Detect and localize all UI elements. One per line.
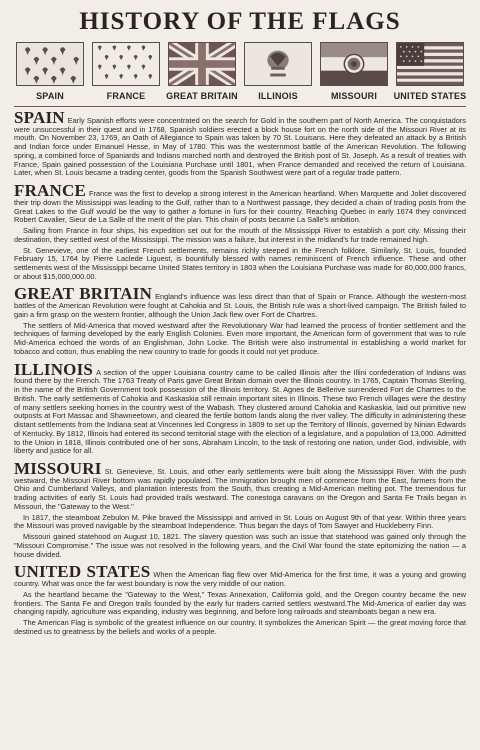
flag-label-spain: SPAIN [36, 91, 64, 101]
section-france-paragraph-3: St. Genevieve, one of the earliest French settlements, remains richly steeped in the French folklore. Similarly, St. Louis, founded February 15, 1764 by Pierre Laclede Liguest, is bountifully blessed with names reminiscent of French influence. These and other settlements west of the Mississippi became United States territory in 1803 when the Louisiana Purchase was made for 80,000,000 francs, or about $15,000,000.00. [14, 245, 466, 281]
stars-and-stripes-flag-icon [396, 42, 464, 86]
section-illinois-text: A section of the upper Louisiana country came to be called Illinois after the Illini confederation of Indians was found there by the French. The 1763 Treaty of Paris gave Great Britain domain over the Illinois country. In 1765, Captain Thomas Sterling, in the name of the British Government took possession of the Illinois territory. St. Agnes de Bellerive surrendered Fort de Chartres to the British. The early settlements of Cahokia and Kaskaskia still remain important sites in Illinois. These two French villages were the destiny of many settlers seeking homes in the country west of the Wabash. They clustered around Cahokia and Kaskaskia, laid out primitive new outposts at Fort Massac and Shawneetown, and cleared the fertile bottom lands along the river valley. The difficulty in administering these distant settlements from the Indiana seat at Vincennes led Congress in 1809 to set up the Territory of Illinois, governed by Ninian Edwards of Kentucky. By 1812, Illinois had entered its second territorial stage with the election of a legislature, and a population of 13,000. Admitted to the Union in 1818, Illinois contributed one of her sons, Abraham Lincoln, to the task of restoring one nation, under God, indivisible, with liberty and justice for all. [14, 367, 466, 456]
section-united-states-heading: UNITED STATES [14, 562, 151, 582]
flag-label-great-britain: GREAT BRITAIN [166, 91, 238, 101]
flag-spain [15, 42, 85, 101]
flag-label-france: FRANCE [106, 91, 146, 101]
section-illinois-paragraph [14, 359, 466, 456]
section-france-paragraph-1 [14, 181, 466, 225]
section-spain-heading: SPAIN [14, 108, 65, 127]
section-missouri-heading: MISSOURI [14, 458, 102, 478]
section-united-states [14, 562, 466, 636]
section-missouri-text-1: St. Genevieve, St. Louis, and other early settlements were built along the Mississippi River. With the push westward, the Missouri River bottom was rapidly populated. The immigration brought men of commerce from the East, farmers from the Ohio and Cumberland Valleys, and plantation interests from the South, thus creating a Mid-American melting pot. The tremendous fur trading activities of early St. Louis had provided trails westward. The conestoga caravans on the Oregon and Santa Fe Trails began in Missouri, the "Gateway to the West." [14, 466, 466, 511]
flags-row [15, 42, 465, 101]
section-france [14, 181, 466, 281]
illinois-seal-flag-icon [244, 42, 312, 86]
section-missouri [14, 458, 466, 559]
section-great-britain-paragraph-1 [14, 284, 467, 319]
union-jack-flag-icon [168, 42, 236, 86]
flag-label-missouri: MISSOURI [330, 91, 378, 101]
section-missouri-paragraph-2: In 1817, the steamboat Zebulon M. Pike braved the Mississippi and arrived in St. Louis on August 9th of that year. Within three years the Missouri was proved navigable by the steamboat Independence. Thus began the days of Tom Sawyer and Huckleberry Finn. [14, 512, 466, 531]
section-spain-text: Early Spanish efforts were concentrated on the search for Gold in the southern part of North America. The conquistadors were unsuccessful in their quest and in 1768, Spanish soldiers erected a block house fort on the north side of the Missouri River at its mouth. On November 23, 1769, an Oath of Allegiance to Spain was taken by 70 St. Louisans. Here they defeated an attack by a British and Indian force under Emanuel Hesse, in May of 1780. This was the westernmost battle of the American Revolution. The following spring, a combined force of Spaniards and Indians marched north and destroyed the British post of St. Joseph. As a result of treaties with France, Spain gained possession of the Louisiana Purchase until 1801, when France demanded and received the return of Louisiana. Later, when St. Louis became a trading center, goods from the Spanish Southwest were part of a regular trade pattern. [14, 116, 466, 178]
spain-fleur-de-lis-flag-icon [16, 42, 84, 86]
section-great-britain [14, 284, 467, 356]
section-missouri-paragraph-1 [14, 458, 466, 512]
section-france-paragraph-2: Sailing from France in four ships, his expedition set out for the mouth of the Mississippi River to establish a port city. Missing their destination, they settled west of the Mississippi. The mission was a failure, but interest in the midland's fur trade remained high. [14, 226, 466, 244]
flag-united-states [395, 42, 465, 101]
section-united-states-paragraph-2: As the heartland became the "Gateway to the West," Texas Annexation, California gold, and the Oregon country became the new frontiers. The Santa Fe and Oregon trails founded by the early fur traders carried settlers westward.The Mid-America of earlier day was changing rapidly, agriculture was expanding, industry was beginning, and before long railroads and steamboats began a new era. [14, 589, 466, 617]
section-france-text-1: France was the first to develop a strong interest in the American heartland. When Marquette and Joliet discovered their trip down the Mississippi was leading to the Gulf, rather than to a Northwest passage, they decided a chain of trading posts from the Great Lakes to the Gulf would be the way to gather a fortune in furs for their country. Reaching Quebec in early 1674 they convinced Robert Cavalier, Sieur de La Salle of the merit of the plan. This chain of posts became La Salle's ambition. [14, 189, 466, 225]
divider [14, 106, 466, 107]
section-illinois [14, 359, 466, 456]
page-title: HISTORY OF THE FLAGS [79, 8, 401, 35]
section-great-britain-paragraph-2: The settlers of Mid-America that moved westward after the Revolutionary War had learned the process of frontier settlement and the techniques of farming developed by the early English Colonies. Even more important, the American form of government that was to rule Mid-America echoed the words of an Englishman, John Locke. The British were also instrumental in establishing a world market for tobacco and cotton, thus enabling the new country to trade for goods it could not yet produce. [14, 320, 466, 356]
missouri-seal-flag-icon [320, 42, 388, 86]
flag-great-britain [167, 42, 237, 101]
flag-label-illinois: ILLINOIS [258, 91, 298, 101]
section-missouri-paragraph-3: Missouri gained statehood on August 10, 1821. The slavery question was such an issue that statehood was gained only through the "Missouri Compromise." The issue was not resolved in the following years, and the Civil War found the state epitomizing the nation — a house divided. [14, 532, 466, 559]
france-fleur-de-lis-flag-icon [92, 42, 160, 86]
section-illinois-heading: ILLINOIS [14, 359, 94, 379]
flag-label-united-states: UNITED STATES [393, 91, 467, 101]
section-united-states-text-1: When the American flag flew over Mid-America for the first time, it was a young and growing country. What was once the far west boundary is now the very middle of our nation. [14, 570, 466, 589]
section-great-britain-text-1: England's influence was less direct than that of Spain or France. Although the western-most battles of the American Revolution were fought at Cahokia and St. Louis, the British rule was a short-lived campaign. The British failed to gain a firm grasp on the western frontier, although the Union Jack flew over Fort de Chartres. [14, 292, 467, 319]
flag-missouri [319, 42, 389, 101]
section-united-states-paragraph-3: The American Flag is symbolic of the greatest influence on our country. It symbolizes the American Spirit — the great moving force that destined us to greatness by the beliefs and works of a people. [14, 617, 466, 636]
section-united-states-paragraph-1 [14, 562, 466, 589]
section-spain-paragraph [14, 108, 466, 178]
section-great-britain-heading: GREAT BRITAIN [14, 284, 153, 304]
section-france-heading: FRANCE [14, 181, 87, 201]
flag-france [91, 42, 161, 101]
flag-illinois [243, 42, 313, 101]
section-spain [14, 108, 466, 178]
